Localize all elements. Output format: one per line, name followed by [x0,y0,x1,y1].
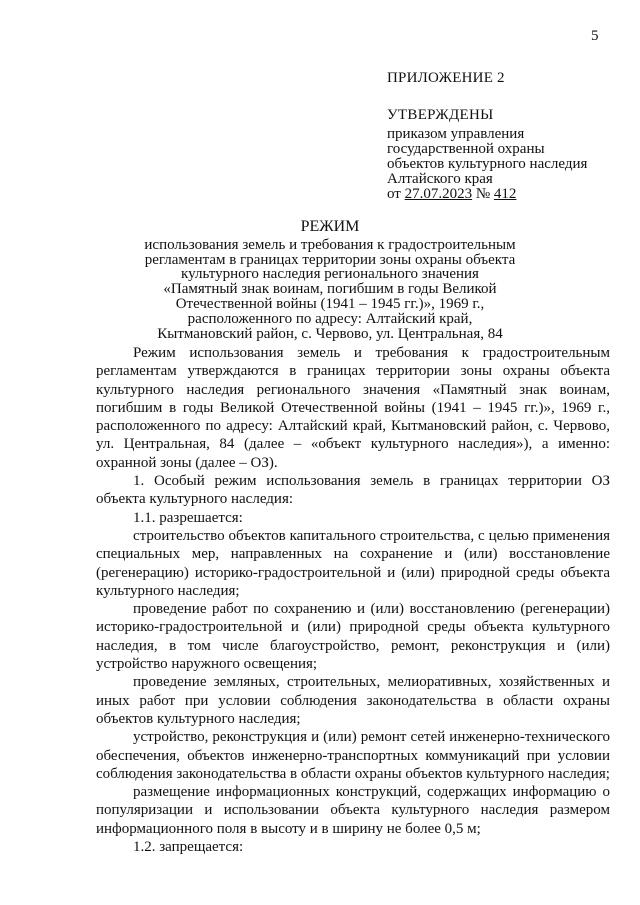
approval-line: объектов культурного наследия [387,156,588,172]
paragraph-item: устройство, реконструкция и (или) ремонт сетей инженерно-технического обеспечения, объектов инженерно-транспортных коммуникаций при условии соблюдения законодательства в области охраны объектов культурного наследия; [96,729,610,782]
title-line: использования земель и требования к градостроительным [144,236,516,253]
paragraph-intro: Режим использования земель и требования к градостроительным регламентам утверждаются в границах территории зоны охраны объекта культурного наследия регионального значения «Памятный знак воинам, погибшим в годы Великой Отечественной войны (1941 – 1945 гг.)», 1969 г., расположенного по адресу: Алтайский край, Кытмановский район, с. Червово, ул. Центральная, 84 (далее – «объект культурного наследия»), а именно: охранной зоны (далее – ОЗ). [96,345,610,471]
order-date: 27.07.2023 [404,186,473,202]
paragraph-item: проведение работ по сохранению и (или) восстановлению (регенерации) историко-градостроительной и (или) природной среды объекта культурного наследия, в том числе благоустройство, ремонт, реконструкция и (или) устройство наружного освещения; [96,601,610,673]
page-number: 5 [591,28,599,44]
title-line: Кытмановский район, с. Червово, ул. Центральная, 84 [157,325,503,342]
approval-line: государственной охраны [387,141,545,157]
number-sign: № [472,186,494,202]
document-title [110,220,550,341]
title-line: «Памятный знак воинам, погибшим в годы Великой [163,281,497,298]
appendix-label: ПРИЛОЖЕНИЕ 2 [387,70,505,86]
approval-line: приказом управления [387,126,525,142]
title-heading: РЕЖИМ [300,218,360,235]
title-line: культурного наследия регионального значения [181,266,479,283]
document-body [96,344,610,856]
order-number: 412 [493,186,517,202]
paragraph-1-2-prohibited: 1.2. запрещается: [133,839,244,856]
approved-label: УТВЕРЖДЕНЫ [387,107,494,123]
paragraph-item: размещение информационных конструкций, содержащих информацию о популяризации и использовании объекта культурного наследия размером информационного поля в высоту и в ширину не более 0,5 м; [96,784,610,837]
approval-line: Алтайского края [387,171,493,187]
title-line: расположенного по адресу: Алтайский край, [187,310,473,327]
approval-block [387,71,627,202]
paragraph-item: строительство объектов капитального строительства, с целью применения специальных мер, направленных на сохранение и (или) восстановление (регенерацию) историко-градостроительной и (или) природной среды объекта культурного наследия; [96,527,610,599]
title-line: регламентам в границах территории зоны охраны объекта [144,251,516,268]
paragraph-section-1: 1. Особый режим использования земель в границах территории ОЗ объекта культурного наследия: [96,473,610,508]
paragraph-item: проведение земляных, строительных, мелиоративных, хозяйственных и иных работ при условии соблюдения законодательства в области охраны объектов культурного наследия; [96,674,610,727]
approval-date-line [387,187,627,202]
date-prefix: от [387,186,405,202]
paragraph-1-1-allowed: 1.1. разрешается: [133,509,243,526]
title-line: Отечественной войны (1941 – 1945 гг.)», 1969 г., [175,295,485,312]
